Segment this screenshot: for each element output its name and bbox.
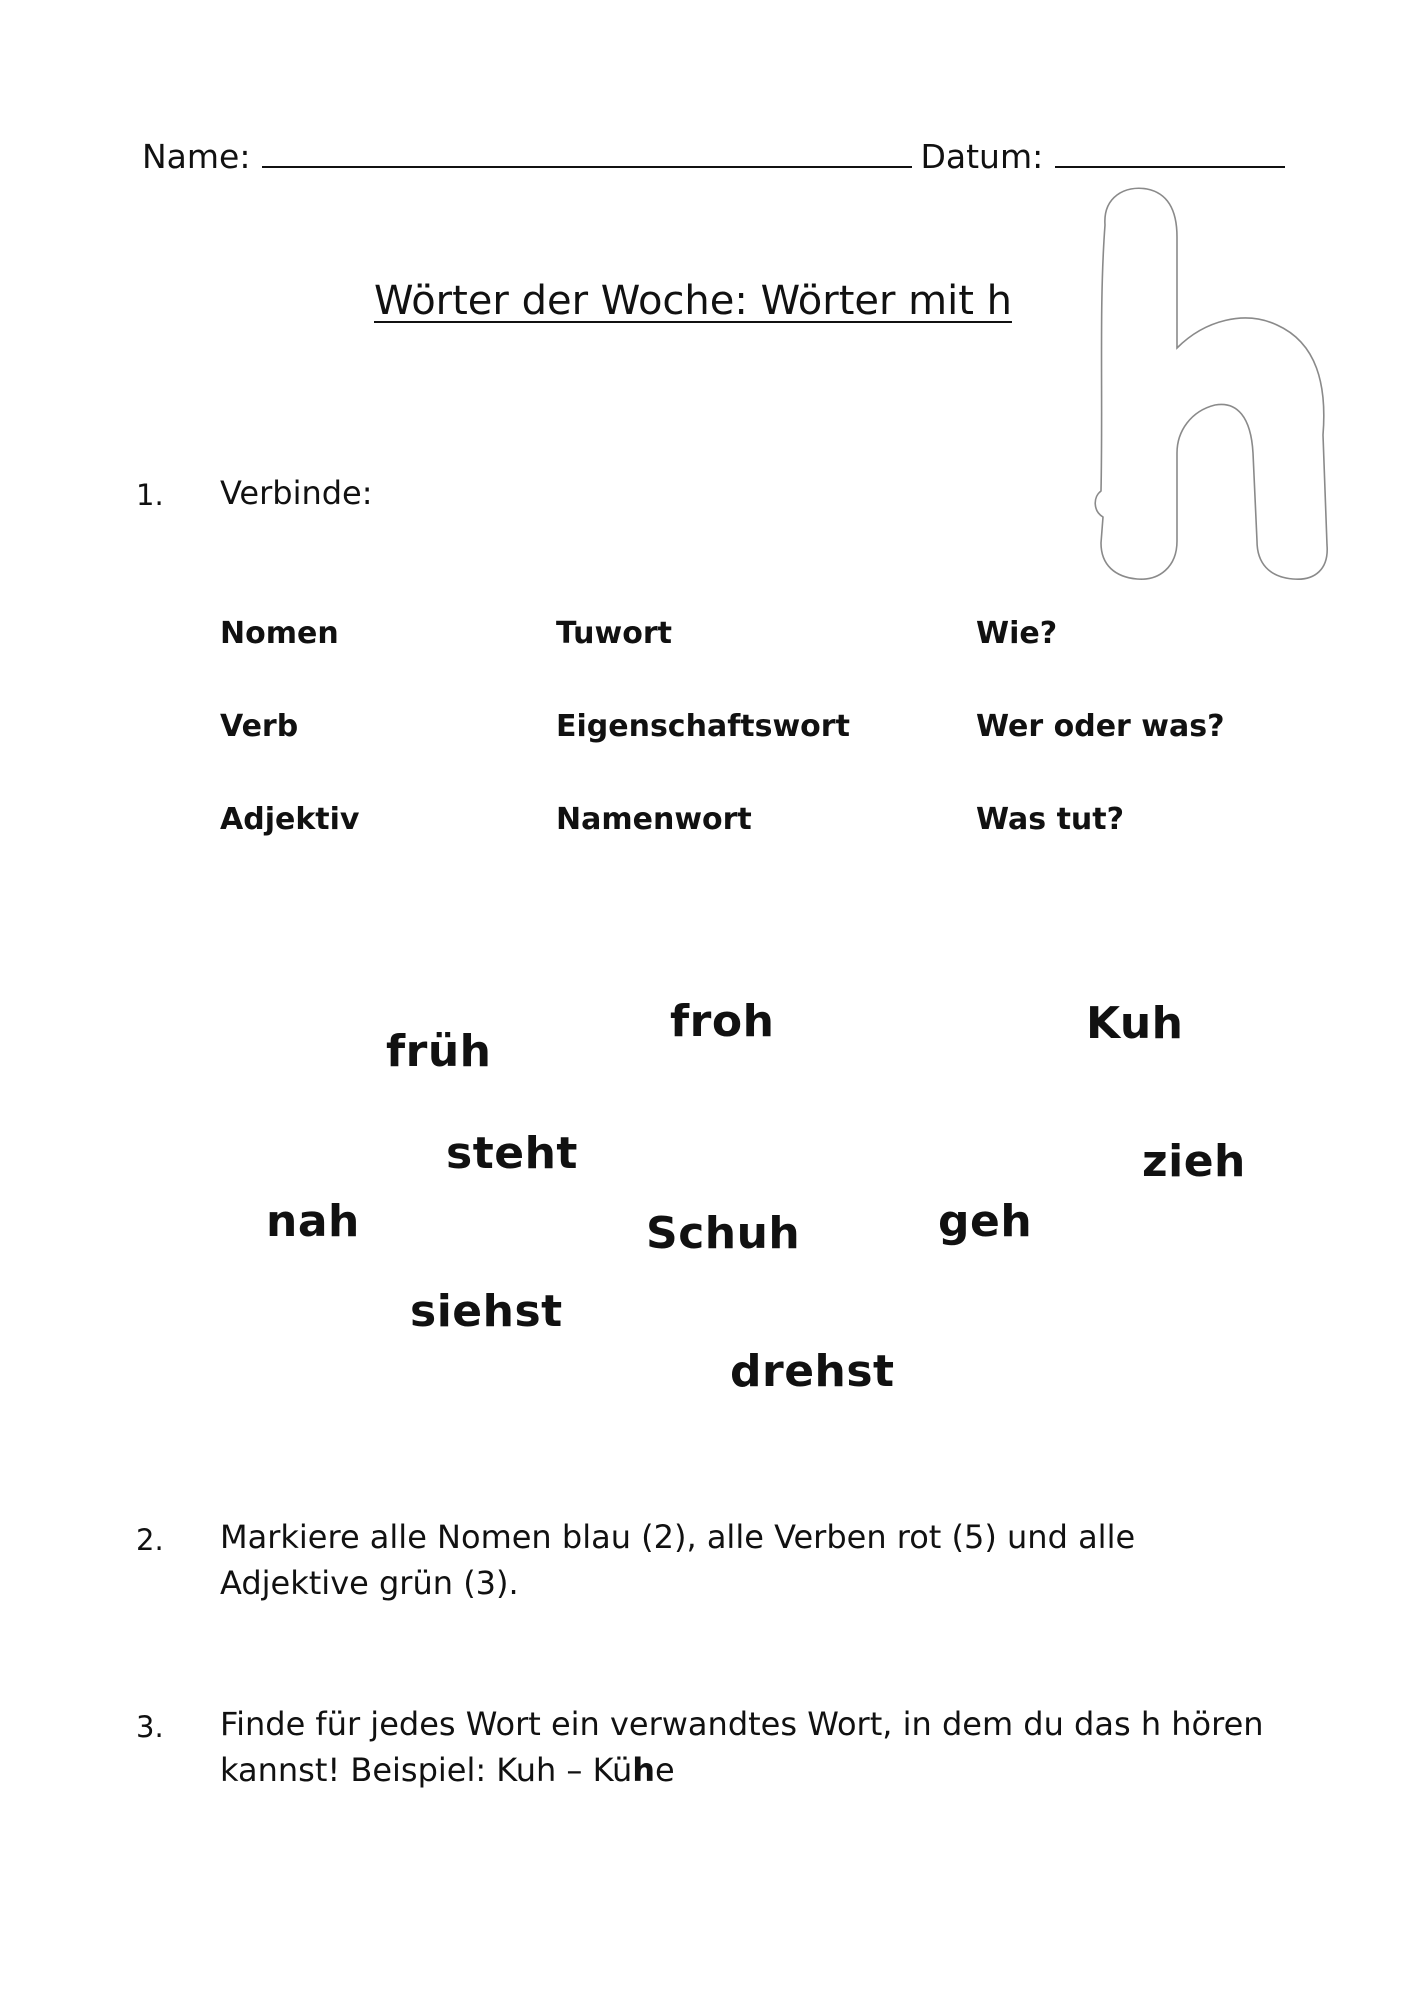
date-label: Datum: [920, 137, 1044, 176]
word-steht[interactable]: steht [446, 1128, 578, 1179]
outlined-letter-h-icon [1085, 185, 1355, 585]
task-3-example-suffix: e [655, 1751, 675, 1789]
task-1-text: Verbinde: [220, 474, 373, 512]
term-col1-row1[interactable]: Nomen [220, 616, 339, 651]
term-col2-row2[interactable]: Eigenschaftswort [556, 709, 850, 744]
word-nah[interactable]: nah [266, 1196, 360, 1247]
word-zieh[interactable]: zieh [1142, 1136, 1246, 1187]
term-col3-row1[interactable]: Wie? [976, 616, 1058, 651]
task-2-line-1: Markiere alle Nomen blau (2), alle Verben rot (5) und alle [220, 1518, 1136, 1556]
term-col2-row1[interactable]: Tuwort [556, 616, 672, 651]
term-col3-row3[interactable]: Was tut? [976, 802, 1125, 837]
date-blank-line[interactable] [1055, 136, 1285, 168]
name-label: Name: [142, 137, 251, 176]
task-3-line-1: Finde für jedes Wort ein verwandtes Wort, in dem du das h hören [220, 1705, 1264, 1743]
term-col1-row3[interactable]: Adjektiv [220, 802, 360, 837]
task-3-example-prefix: kannst! Beispiel: Kuh – Kü [220, 1751, 633, 1789]
word-schuh[interactable]: Schuh [646, 1208, 801, 1259]
task-2-text [220, 1514, 1320, 1606]
name-blank-line[interactable] [262, 136, 912, 168]
task-3-line-2 [220, 1747, 1320, 1793]
task-3-text [220, 1701, 1320, 1793]
word-frueh[interactable]: früh [386, 1026, 492, 1077]
task-2-number: 2. [136, 1523, 164, 1557]
word-drehst[interactable]: drehst [730, 1346, 895, 1397]
word-froh[interactable]: froh [670, 996, 775, 1047]
word-siehst[interactable]: siehst [410, 1286, 563, 1337]
task-2-line-2: Adjektive grün (3). [220, 1564, 519, 1602]
task-3-example-bold-h: h [632, 1751, 656, 1789]
task-1-number: 1. [136, 478, 164, 512]
word-kuh[interactable]: Kuh [1086, 998, 1184, 1049]
task-3-number: 3. [136, 1710, 164, 1744]
term-col1-row2[interactable]: Verb [220, 709, 299, 744]
term-col3-row2[interactable]: Wer oder was? [976, 709, 1225, 744]
page-title: Wörter der Woche: Wörter mit h [374, 278, 1012, 324]
word-geh[interactable]: geh [938, 1196, 1033, 1247]
header-row [142, 136, 1285, 176]
term-col2-row3[interactable]: Namenwort [556, 802, 752, 837]
